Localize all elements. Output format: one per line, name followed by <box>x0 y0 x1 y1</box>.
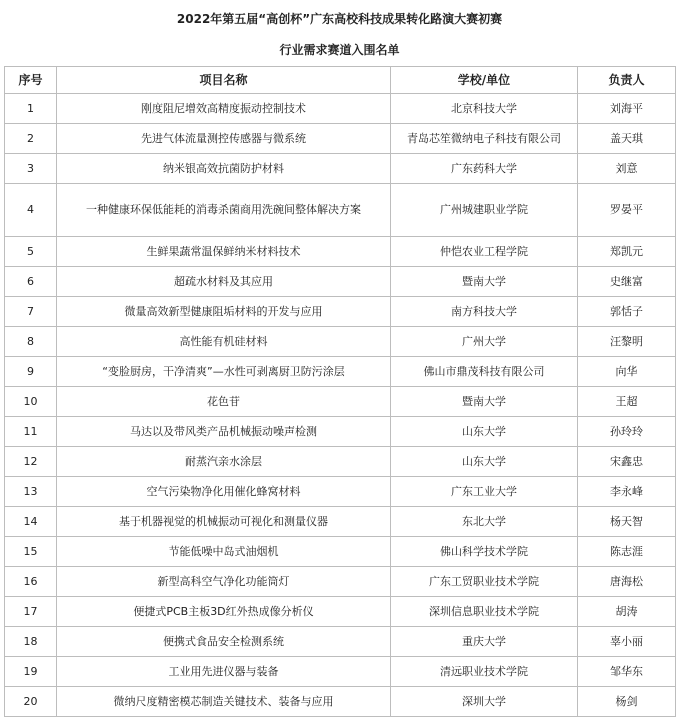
table-row <box>5 327 676 357</box>
table-row <box>5 597 676 627</box>
cell-index: 15 <box>5 537 57 567</box>
cell-school: 深圳大学 <box>391 687 578 717</box>
finalist-table <box>4 66 676 717</box>
table-row <box>5 124 676 154</box>
cell-school: 青岛芯笙微纳电子科技有限公司 <box>391 124 578 154</box>
table-row <box>5 184 676 237</box>
cell-project: 节能低噪中岛式油烟机 <box>57 537 391 567</box>
cell-index: 8 <box>5 327 57 357</box>
cell-project: 纳米银高效抗菌防护材料 <box>57 154 391 184</box>
cell-project: 新型高科空气净化功能筒灯 <box>57 567 391 597</box>
cell-school: 重庆大学 <box>391 627 578 657</box>
cell-index: 1 <box>5 94 57 124</box>
table-row <box>5 657 676 687</box>
cell-school: 广东药科大学 <box>391 154 578 184</box>
cell-index: 18 <box>5 627 57 657</box>
table-row <box>5 297 676 327</box>
header-index: 序号 <box>5 67 57 94</box>
cell-project: 马达以及带风类产品机械振动噪声检测 <box>57 417 391 447</box>
cell-project: 刚度阻尼增效高精度振动控制技术 <box>57 94 391 124</box>
cell-index: 20 <box>5 687 57 717</box>
cell-owner: 孙玲玲 <box>578 417 676 447</box>
cell-school: 山东大学 <box>391 447 578 477</box>
cell-owner: 唐海松 <box>578 567 676 597</box>
table-row <box>5 507 676 537</box>
cell-school: 广东工业大学 <box>391 477 578 507</box>
cell-index: 19 <box>5 657 57 687</box>
cell-index: 16 <box>5 567 57 597</box>
cell-owner: 杨剑 <box>578 687 676 717</box>
table-row <box>5 357 676 387</box>
table-row <box>5 447 676 477</box>
cell-owner: 陈志涯 <box>578 537 676 567</box>
cell-owner: 宋鑫忠 <box>578 447 676 477</box>
table-row <box>5 237 676 267</box>
table-row <box>5 687 676 717</box>
table-row <box>5 627 676 657</box>
table-row <box>5 567 676 597</box>
cell-project: 工业用先进仪器与装备 <box>57 657 391 687</box>
cell-owner: 王超 <box>578 387 676 417</box>
cell-owner: 盖天琪 <box>578 124 676 154</box>
header-school: 学校/单位 <box>391 67 578 94</box>
cell-project: 一种健康环保低能耗的消毒杀菌商用洗碗间整体解决方案 <box>57 184 391 237</box>
cell-owner: 史继富 <box>578 267 676 297</box>
cell-school: 山东大学 <box>391 417 578 447</box>
cell-project: 耐蒸汽亲水涂层 <box>57 447 391 477</box>
cell-project: “变脸厨房，干净清爽”—水性可剥离厨卫防污涂层 <box>57 357 391 387</box>
cell-school: 暨南大学 <box>391 387 578 417</box>
cell-owner: 杨天智 <box>578 507 676 537</box>
cell-owner: 向华 <box>578 357 676 387</box>
cell-project: 便携式食品安全检测系统 <box>57 627 391 657</box>
cell-school: 广州大学 <box>391 327 578 357</box>
cell-school: 清远职业技术学院 <box>391 657 578 687</box>
cell-owner: 胡涛 <box>578 597 676 627</box>
cell-index: 10 <box>5 387 57 417</box>
cell-owner: 邹华东 <box>578 657 676 687</box>
cell-project: 微量高效新型健康阻垢材料的开发与应用 <box>57 297 391 327</box>
cell-index: 4 <box>5 184 57 237</box>
cell-project: 花色苷 <box>57 387 391 417</box>
header-owner: 负责人 <box>578 67 676 94</box>
cell-project: 微纳尺度精密模芯制造关键技术、装备与应用 <box>57 687 391 717</box>
cell-school: 深圳信息职业技术学院 <box>391 597 578 627</box>
cell-school: 佛山科学技术学院 <box>391 537 578 567</box>
cell-owner: 郑凯元 <box>578 237 676 267</box>
cell-project: 空气污染物净化用催化蜂窝材料 <box>57 477 391 507</box>
cell-index: 11 <box>5 417 57 447</box>
cell-project: 生鲜果蔬常温保鲜纳米材料技术 <box>57 237 391 267</box>
cell-owner: 李永峰 <box>578 477 676 507</box>
cell-school: 仲恺农业工程学院 <box>391 237 578 267</box>
cell-owner: 刘海平 <box>578 94 676 124</box>
cell-owner: 郭恬子 <box>578 297 676 327</box>
cell-index: 3 <box>5 154 57 184</box>
cell-index: 14 <box>5 507 57 537</box>
cell-project: 基于机器视觉的机械振动可视化和测量仪器 <box>57 507 391 537</box>
document-title: 2022年第五届“高创杯”广东高校科技成果转化路演大赛初赛 <box>176 12 503 26</box>
table-header-row <box>5 67 676 94</box>
cell-school: 南方科技大学 <box>391 297 578 327</box>
table-row <box>5 417 676 447</box>
cell-school: 北京科技大学 <box>391 94 578 124</box>
cell-project: 便捷式PCB主板3D红外热成像分析仪 <box>57 597 391 627</box>
header-project: 项目名称 <box>57 67 391 94</box>
cell-index: 12 <box>5 447 57 477</box>
cell-index: 2 <box>5 124 57 154</box>
cell-index: 5 <box>5 237 57 267</box>
cell-school: 广东工贸职业技术学院 <box>391 567 578 597</box>
table-row <box>5 267 676 297</box>
cell-index: 7 <box>5 297 57 327</box>
cell-project: 先进气体流量测控传感器与微系统 <box>57 124 391 154</box>
cell-index: 9 <box>5 357 57 387</box>
cell-owner: 辜小丽 <box>578 627 676 657</box>
table-row <box>5 537 676 567</box>
table-row <box>5 477 676 507</box>
cell-project: 高性能有机硅材料 <box>57 327 391 357</box>
cell-index: 6 <box>5 267 57 297</box>
cell-index: 13 <box>5 477 57 507</box>
cell-owner: 罗晏平 <box>578 184 676 237</box>
cell-project: 超疏水材料及其应用 <box>57 267 391 297</box>
table-row <box>5 154 676 184</box>
cell-school: 暨南大学 <box>391 267 578 297</box>
cell-school: 广州城建职业学院 <box>391 184 578 237</box>
cell-school: 东北大学 <box>391 507 578 537</box>
table-row <box>5 387 676 417</box>
document-subtitle: 行业需求赛道入围名单 <box>279 43 400 57</box>
cell-owner: 刘意 <box>578 154 676 184</box>
cell-owner: 汪黎明 <box>578 327 676 357</box>
table-row <box>5 94 676 124</box>
cell-school: 佛山市鼎茂科技有限公司 <box>391 357 578 387</box>
cell-index: 17 <box>5 597 57 627</box>
